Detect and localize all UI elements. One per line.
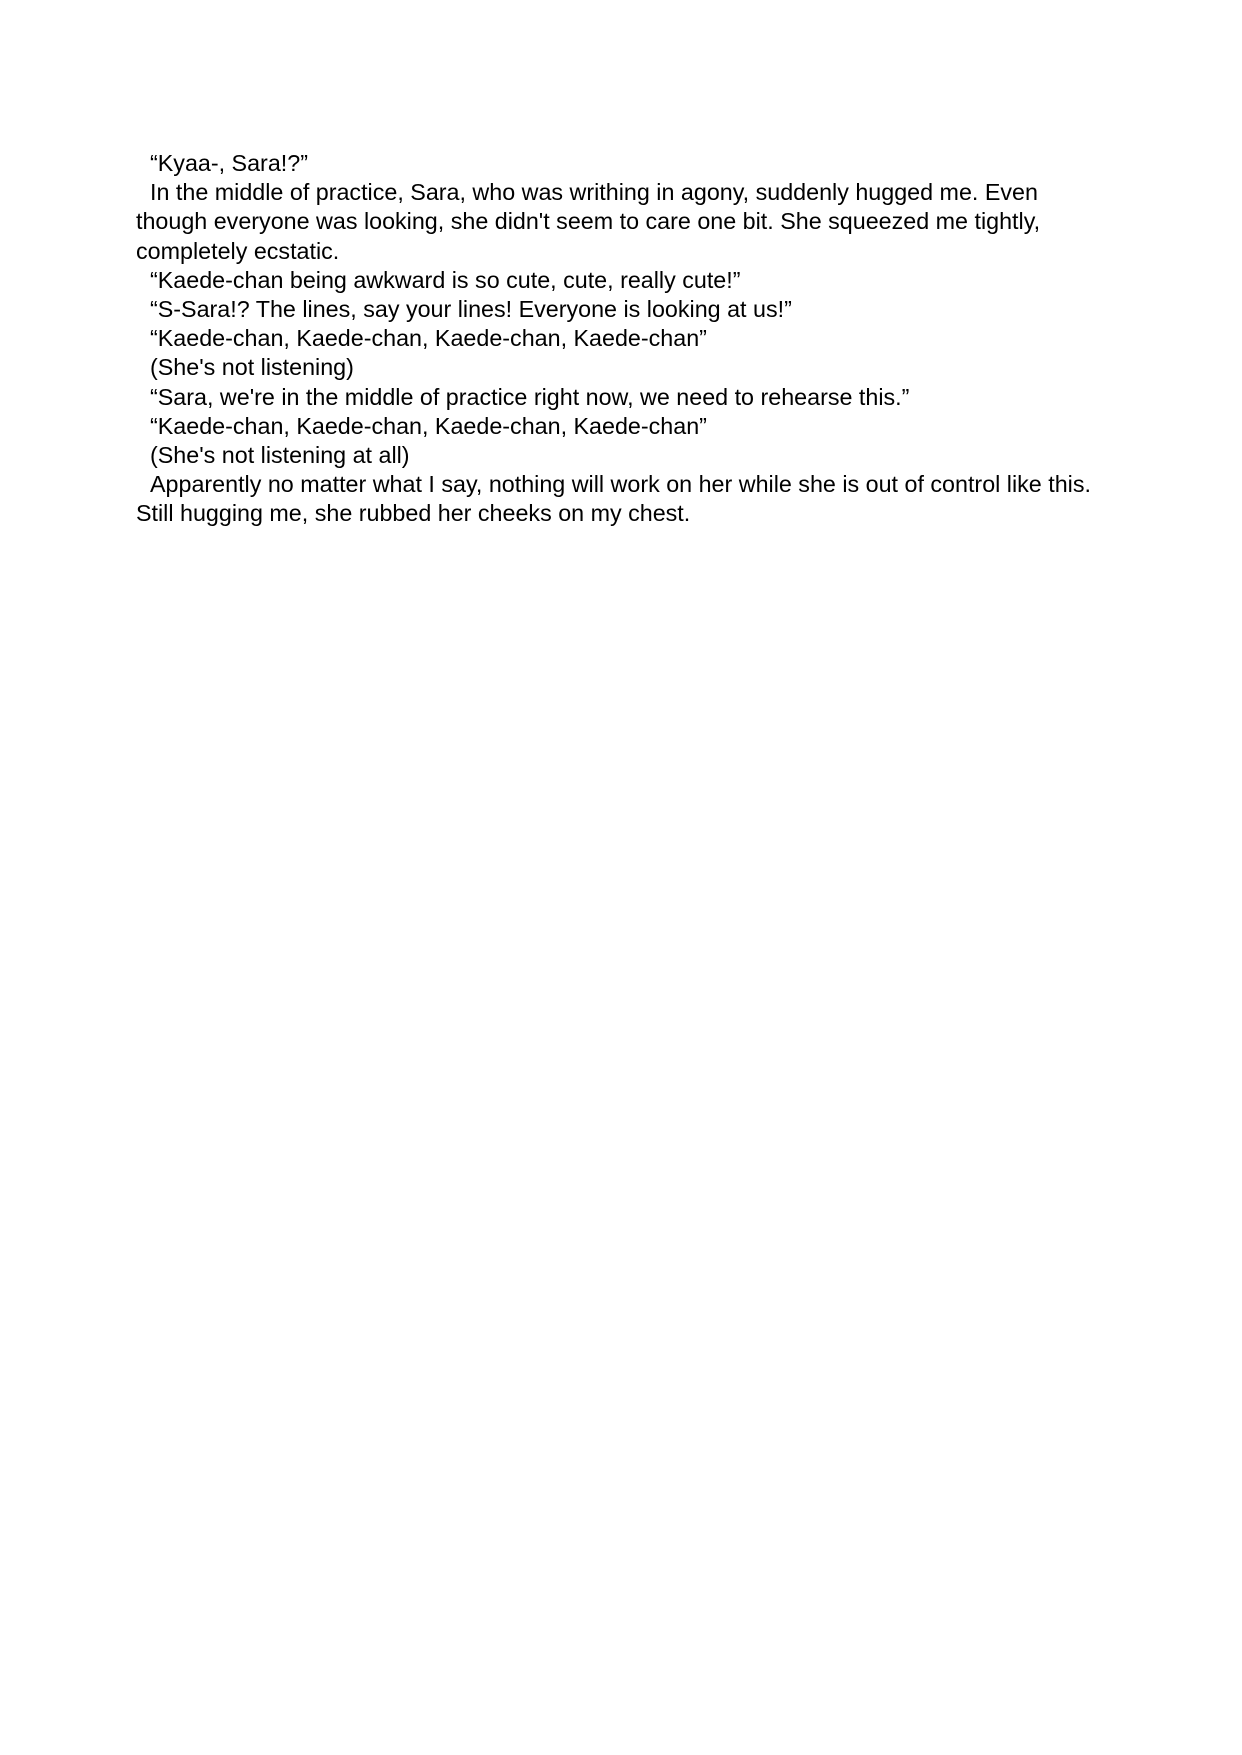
document-text — [136, 149, 1106, 529]
paragraph: “Kaede-chan, Kaede-chan, Kaede-chan, Kaede-chan” — [150, 325, 707, 352]
paragraph: In the middle of practice, Sara, who was writhing in agony, suddenly hugged me. Even though everyone was looking, she didn't seem to care one bit. She squeezed me tightly, completely ecstatic. — [136, 179, 1041, 264]
paragraph: (She's not listening at all) — [150, 442, 410, 469]
paragraph: “Kaede-chan, Kaede-chan, Kaede-chan, Kaede-chan” — [150, 412, 707, 439]
paragraph: “Kyaa-, Sara!?” — [150, 150, 308, 176]
paragraph: (She's not listening) — [150, 354, 354, 381]
paragraph: “Sara, we're in the middle of practice right now, we need to rehearse this.” — [150, 383, 910, 410]
paragraph: “S-Sara!? The lines, say your lines! Everyone is looking at us!” — [150, 296, 792, 323]
paragraph: “Kaede-chan being awkward is so cute, cute, really cute!” — [150, 266, 741, 293]
paragraph: Apparently no matter what I say, nothing will work on her while she is out of control like this. Still hugging me, she rubbed her cheeks on my chest. — [136, 471, 1091, 527]
